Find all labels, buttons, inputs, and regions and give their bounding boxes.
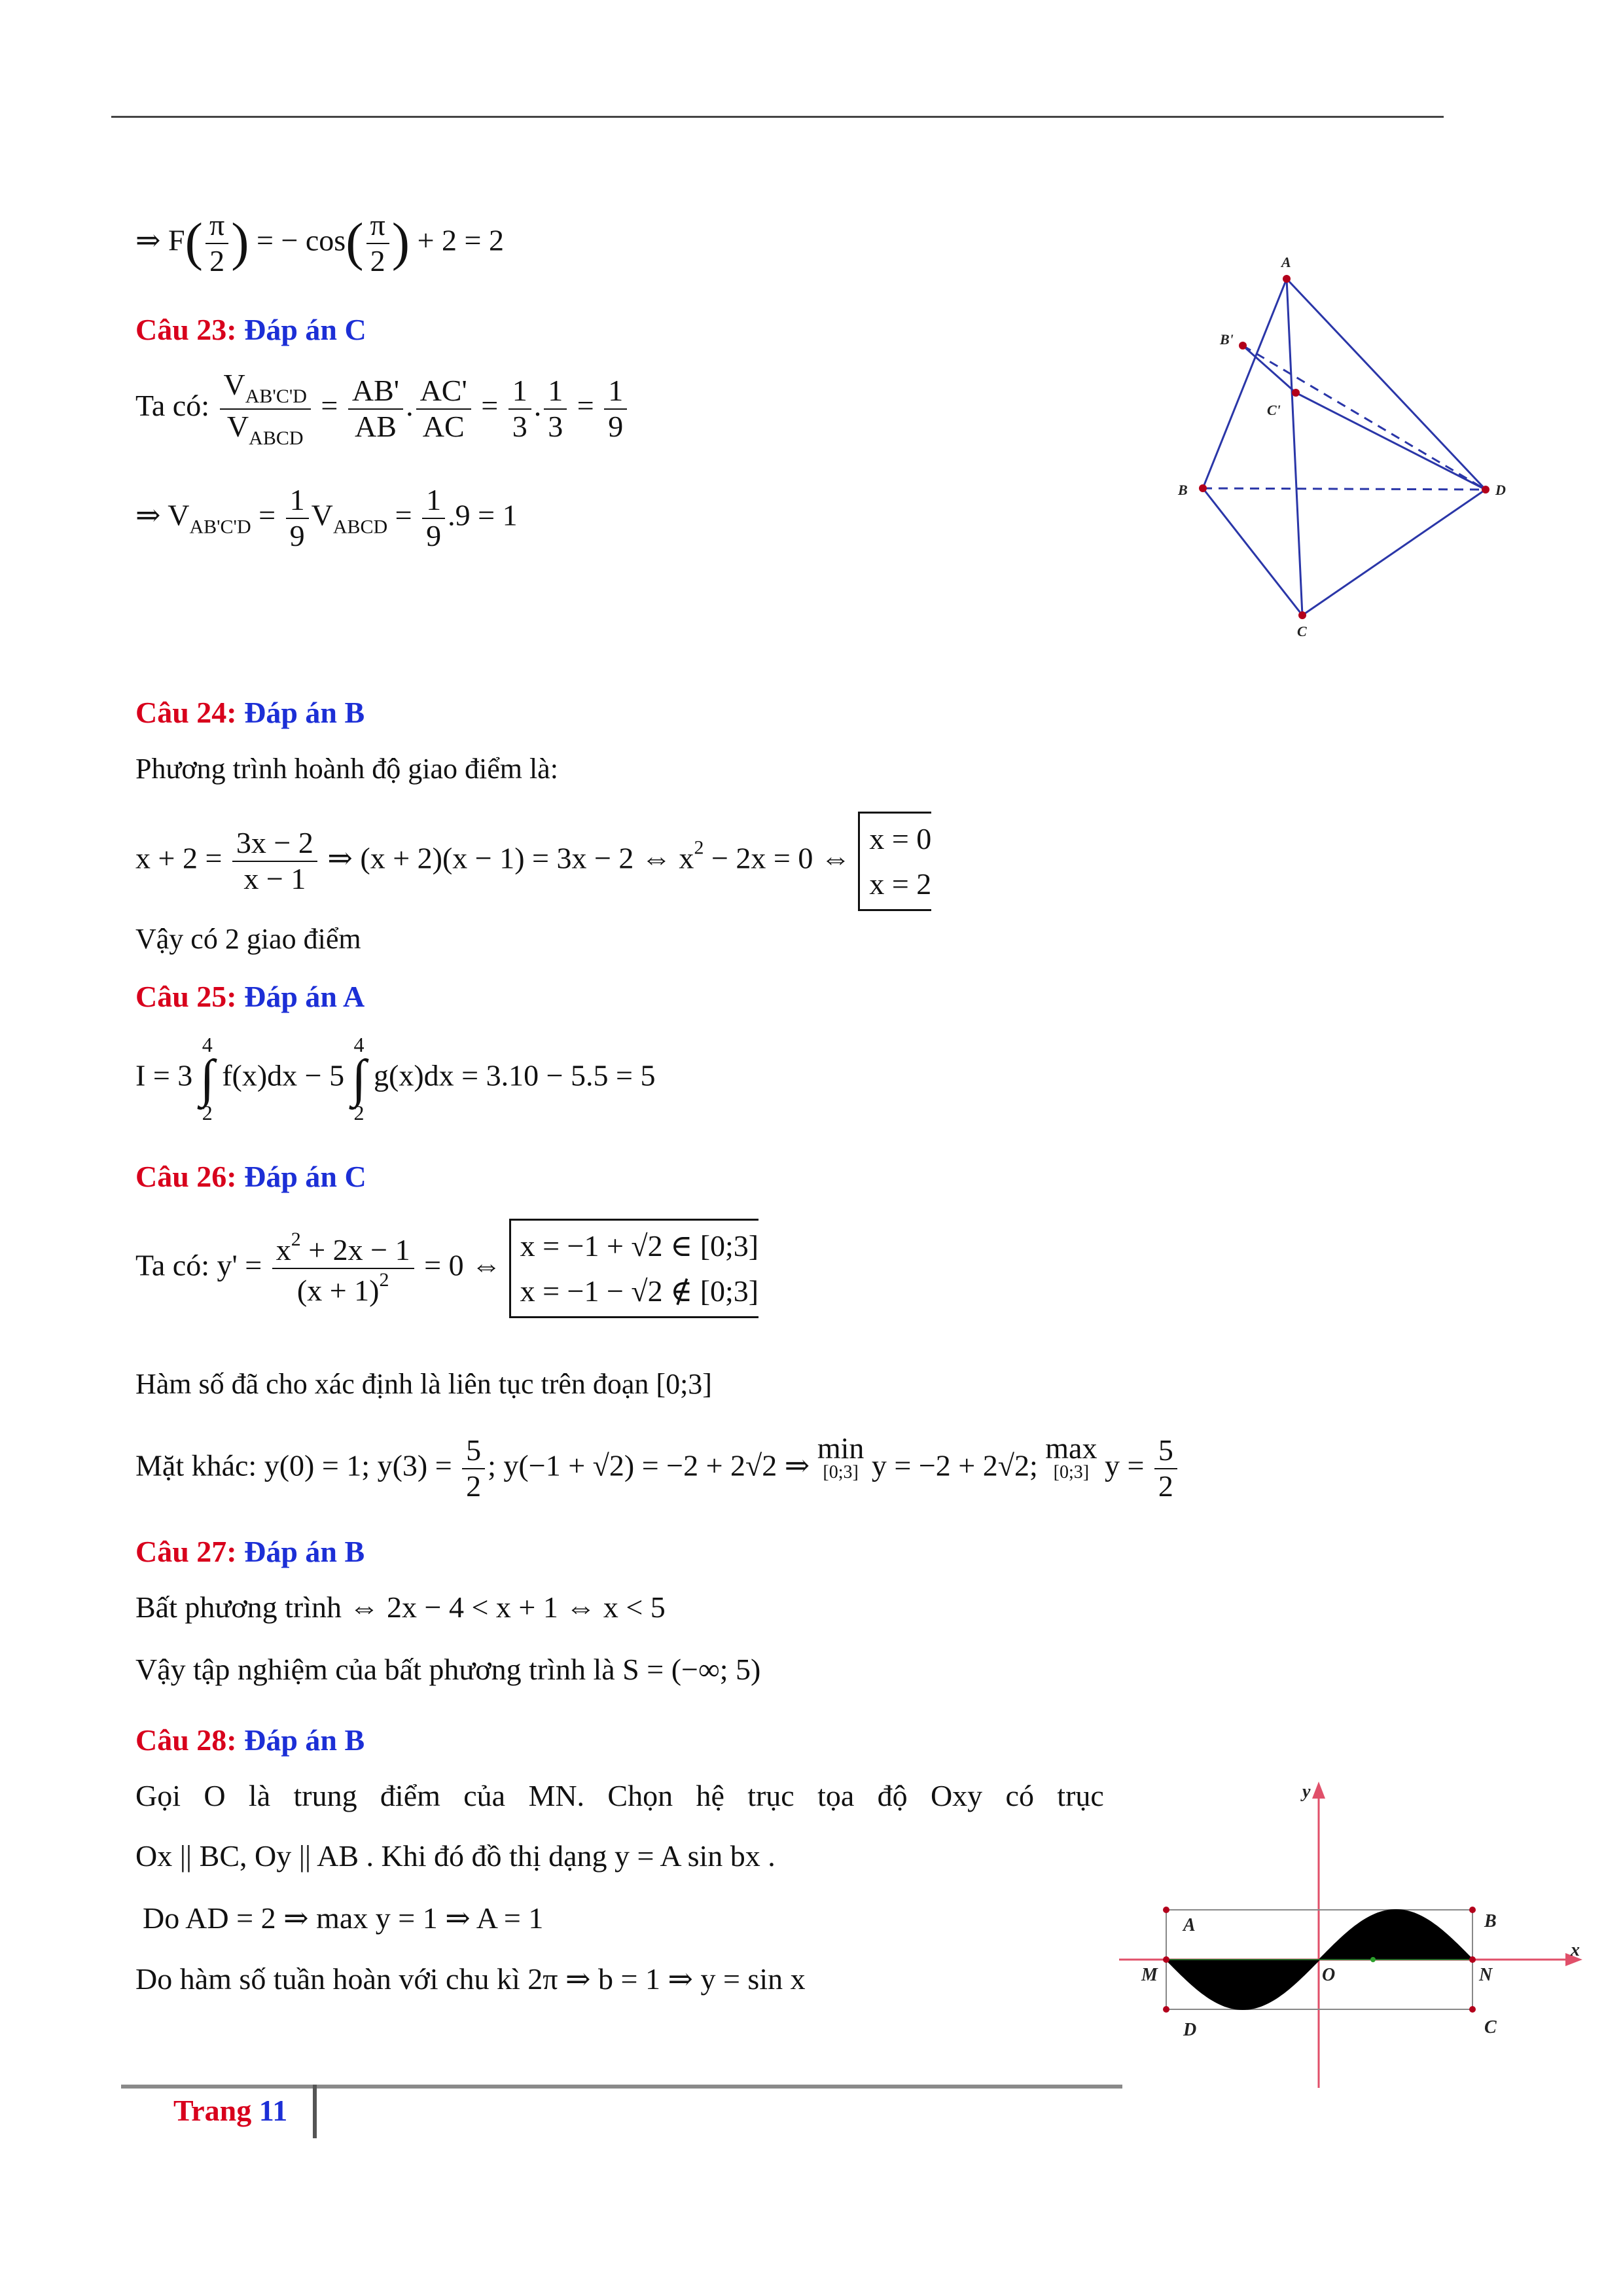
one-ninth-fraction-d: $\frac{1}{9}$ bbox=[422, 483, 445, 554]
label-n: N bbox=[1479, 1965, 1493, 1985]
q27-solution-set: Vậy tập nghiệm của bất phương trình là S = (−∞; 5) bbox=[135, 1653, 761, 1686]
q22-result-line: ⇒ F( $\frac{\pi}{2}$ ) = − cos( $\frac{\pi}{2}$ ) + 2 = 2 bbox=[135, 208, 504, 278]
footer-bar bbox=[313, 2085, 317, 2138]
vertex-d bbox=[1482, 486, 1489, 493]
label-c: C bbox=[1297, 623, 1307, 639]
ac-ratio-fraction: $\frac{AC'}{AC}$ bbox=[416, 374, 471, 444]
answer-label: Đáp án B bbox=[244, 1535, 365, 1568]
label-m: M bbox=[1141, 1965, 1158, 1985]
q23-ratio-line: Ta có: $\frac{V_{AB'C'D}}{V_{ABCD}}$ = $\frac{AB'}{AB}$ . $\frac{AC'}{AC}$ = $\frac{1}{3}$ . $\frac{1}{3}$ = $\frac{1}{9}$ bbox=[135, 368, 630, 450]
label-b: B bbox=[1178, 482, 1188, 498]
vertex-c bbox=[1298, 611, 1306, 619]
volume-ratio-fraction: $\frac{V_{AB'C'D}}{V_{ABCD}}$ bbox=[220, 368, 311, 450]
q24-intro: Phương trình hoành độ giao điểm là: bbox=[135, 753, 558, 785]
ab-ratio-fraction: $\frac{AB'}{AB}$ bbox=[348, 374, 403, 444]
integral-symbol: 4 ∫ 2 bbox=[200, 1033, 215, 1124]
label-b-prime: B' bbox=[1220, 331, 1234, 348]
sine-graph-figure bbox=[1113, 1767, 1584, 2094]
page-number: 11 bbox=[259, 2094, 288, 2127]
equation-part: = − cos bbox=[257, 223, 346, 257]
q26-extrema-line: Mặt khác: y(0) = 1; y(3) = $\frac{5}{2}$ ; y(−1 + √2) = −2 + 2√2 ⇒ min [0;3] y = −2 + 2√2; max [0;3] y = $\frac{5}{2}$ bbox=[135, 1433, 1180, 1504]
q26-derivative-equation: Ta có: y' = $\frac{x^2 + 2x - 1}{(x + 1)^2}$ = 0 ⇔ x = −1 + √2 ∈ [0;3] x = −1 − √2 ∉ [0;3] bbox=[135, 1219, 758, 1318]
header-rule bbox=[111, 116, 1444, 118]
q27-heading bbox=[135, 1535, 365, 1570]
q24-equation: x + 2 = $\frac{3x - 2}{x - 1}$ ⇒ (x + 2)(x − 1) = 3x − 2 ⇔ $x^2 - 2x = 0$ ⇔ x = 0 x = 2 bbox=[135, 812, 931, 911]
label-x: x bbox=[1571, 1940, 1580, 1960]
question-number: Câu 28: bbox=[135, 1723, 237, 1757]
vertex-b bbox=[1199, 484, 1207, 492]
one-ninth-fraction-c: $\frac{1}{9}$ bbox=[286, 483, 309, 554]
min-operator: min [0;3] bbox=[817, 1431, 865, 1482]
one-ninth-fraction: $\frac{1}{9}$ bbox=[604, 374, 627, 444]
equation-result: + 2 = 2 bbox=[417, 223, 504, 257]
label-d: D bbox=[1183, 2020, 1197, 2040]
label-d: D bbox=[1495, 482, 1506, 498]
answer-label: Đáp án B bbox=[244, 696, 365, 729]
q28-line2: Ox || BC, Oy || AB . Khi đó đồ thị dạng y = A sin bx . bbox=[135, 1839, 776, 1873]
q25-heading bbox=[135, 980, 365, 1014]
derivative-fraction: $\frac{x^2 + 2x - 1}{(x + 1)^2}$ bbox=[272, 1229, 414, 1308]
footer-rule bbox=[121, 2085, 1122, 2089]
q25-integral-equation: I = 3 4 ∫ 2 f(x)dx − 5 4 ∫ 2 g(x)dx = 3.10 − 5.5 = 5 bbox=[135, 1033, 656, 1124]
one-third-fraction: $\frac{1}{3}$ bbox=[508, 374, 531, 444]
q26-continuity: Hàm số đã cho xác định là liên tục trên đoạn [0;3] bbox=[135, 1368, 712, 1400]
vertex-a bbox=[1283, 275, 1291, 283]
rational-fraction: $\frac{3x - 2}{x - 1}$ bbox=[232, 826, 317, 897]
fraction-pi-over-2-b: $\frac{\pi}{2}$ bbox=[366, 208, 389, 279]
five-halves-fraction-b: $\frac{5}{2}$ bbox=[1154, 1433, 1177, 1504]
tetrahedron-figure bbox=[1165, 249, 1518, 641]
answer-label: Đáp án B bbox=[244, 1723, 365, 1757]
implies-symbol: ⇒ bbox=[135, 223, 161, 257]
label-o: O bbox=[1322, 1965, 1336, 1985]
critical-points: x = −1 + √2 ∈ [0;3] x = −1 − √2 ∉ [0;3] bbox=[509, 1219, 759, 1318]
q24-conclusion: Vậy có 2 giao điểm bbox=[135, 923, 361, 955]
q28-line1: Gọi O là trung điểm của MN. Chọn hệ trục tọa độ Oxy có trục bbox=[135, 1779, 1104, 1812]
label-c-prime: C' bbox=[1267, 402, 1281, 418]
q23-heading bbox=[135, 313, 366, 348]
answer-label: Đáp án C bbox=[244, 313, 366, 346]
question-number: Câu 24: bbox=[135, 696, 237, 729]
answer-label: Đáp án A bbox=[244, 980, 365, 1013]
max-operator: max [0;3] bbox=[1045, 1431, 1097, 1482]
q26-heading bbox=[135, 1160, 366, 1194]
question-number: Câu 23: bbox=[135, 313, 237, 346]
ta-co-label: Ta có: bbox=[135, 389, 210, 423]
footer-label: Trang bbox=[173, 2094, 252, 2127]
q28-line4: Do hàm số tuần hoàn với chu kì 2π ⇒ b = 1 ⇒ y = sin x bbox=[135, 1962, 806, 1996]
q23-volume-line: ⇒ $V_{AB'C'D}$ = $\frac{1}{9}$ $V_{ABCD}$ = $\frac{1}{9}$ .9 = 1 bbox=[135, 483, 518, 552]
implies-symbol: ⇒ bbox=[135, 498, 161, 532]
fraction-pi-over-2: $\frac{\pi}{2}$ bbox=[205, 208, 228, 279]
vertex-b-prime bbox=[1239, 342, 1247, 350]
label-y: y bbox=[1302, 1782, 1311, 1802]
integral-symbol-b: 4 ∫ 2 bbox=[351, 1033, 366, 1124]
question-number: Câu 25: bbox=[135, 980, 237, 1013]
label-c: C bbox=[1484, 2017, 1497, 2037]
q28-heading bbox=[135, 1723, 365, 1758]
question-number: Câu 26: bbox=[135, 1160, 237, 1193]
q28-line3: Do AD = 2 ⇒ max y = 1 ⇒ A = 1 bbox=[143, 1901, 544, 1935]
function-name: F bbox=[168, 223, 185, 257]
one-third-fraction-b: $\frac{1}{3}$ bbox=[544, 374, 567, 444]
q27-inequality: Bất phương trình ⇔ 2x − 4 < x + 1 ⇔ x < 5 bbox=[135, 1590, 666, 1624]
answer-label: Đáp án C bbox=[244, 1160, 366, 1193]
question-number: Câu 27: bbox=[135, 1535, 237, 1568]
vertex-c-prime bbox=[1292, 389, 1300, 397]
label-b: B bbox=[1484, 1911, 1497, 1931]
q24-heading bbox=[135, 696, 365, 730]
solution-cases: x = 0 x = 2 bbox=[858, 812, 931, 911]
label-a: A bbox=[1183, 1915, 1196, 1935]
five-halves-fraction: $\frac{5}{2}$ bbox=[462, 1433, 485, 1504]
page-footer bbox=[173, 2093, 287, 2128]
label-a: A bbox=[1281, 254, 1291, 270]
